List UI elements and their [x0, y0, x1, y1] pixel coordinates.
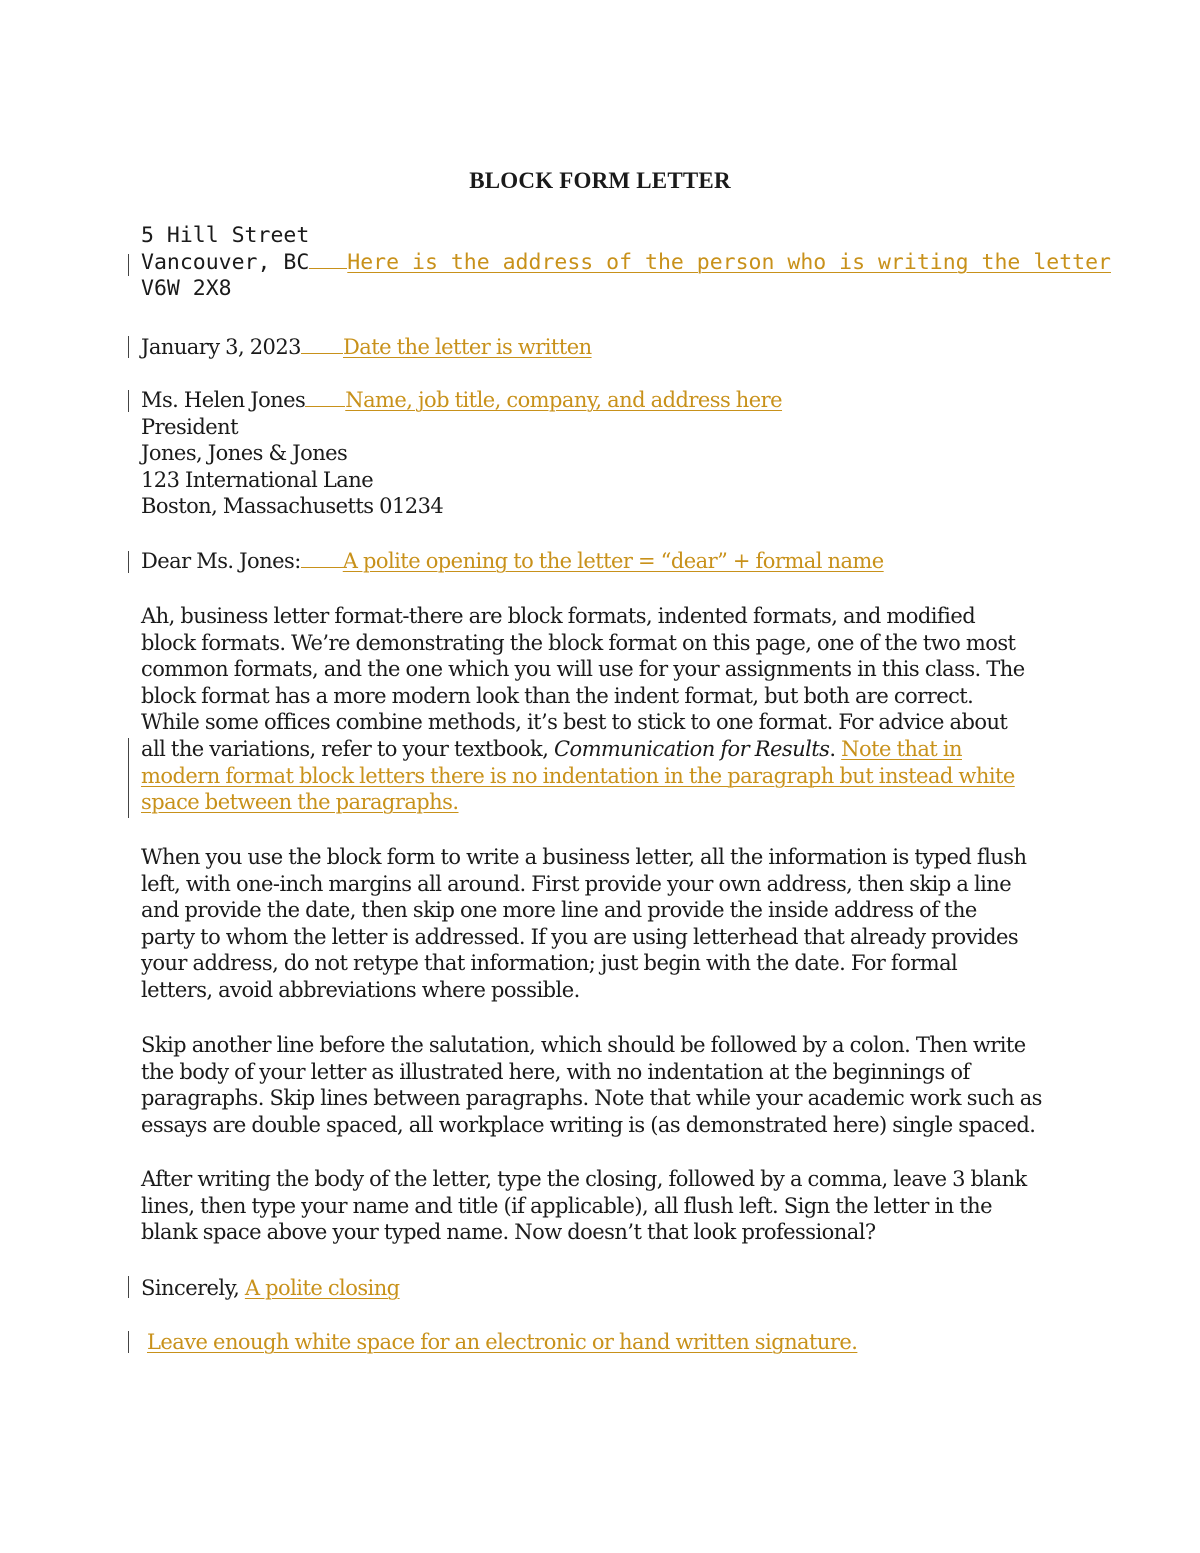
sender-street: 5 Hill Street	[141, 223, 310, 248]
body-paragraph-4	[141, 1166, 1071, 1246]
paragraph-text: .	[829, 736, 842, 761]
recipient-company: Jones, Jones & Jones	[141, 441, 348, 466]
paragraph-note: Note that in	[841, 736, 962, 761]
salutation-block	[141, 548, 1071, 575]
salutation-note: A polite opening to the letter = “dear” + formal name	[342, 549, 884, 573]
paragraph-line: block formats. We’re demonstrating the block format on this page, one of the two most	[141, 630, 1016, 655]
recipient-title: President	[141, 414, 238, 439]
change-bar	[128, 390, 129, 412]
paragraph-line: After writing the body of the letter, type the closing, followed by a comma, leave 3 blank	[141, 1167, 1027, 1191]
paragraph-line: common formats, and the one which you will use for your assignments in this class. The	[141, 657, 1025, 682]
note-leader	[301, 335, 343, 354]
signature-block	[147, 1329, 1077, 1356]
sender-city: Vancouver, BC	[141, 249, 310, 275]
paragraph-line: While some offices combine methods, it’s best to stick to one format. For advice about	[141, 710, 1008, 735]
change-bar	[128, 336, 129, 358]
paragraph-line: essays are double spaced, all workplace writing is (as demonstrated here) single spaced.	[141, 1112, 1036, 1137]
sender-postal: V6W 2X8	[141, 276, 232, 302]
recipient-note: Name, job title, company, and address here	[345, 388, 783, 412]
paragraph-line: letters, avoid abbreviations where possible.	[141, 977, 580, 1002]
paragraph-line: your address, do not retype that information; just begin with the date. For formal	[141, 951, 958, 976]
recipient-city: Boston, Massachusetts 01234	[141, 494, 444, 519]
paragraph-line: Skip another line before the salutation, which should be followed by a colon. Then write	[141, 1033, 1026, 1057]
note-leader	[301, 549, 343, 568]
textbook-title: Communication for Results	[553, 736, 830, 761]
date-line	[141, 334, 1071, 361]
paragraph-line	[141, 736, 1071, 763]
closing-note: A polite closing	[244, 1276, 400, 1300]
letter-title: BLOCK FORM LETTER	[469, 168, 731, 193]
paragraph-line: When you use the block form to write a business letter, all the information is typed flush	[141, 845, 1027, 869]
body-paragraph-2	[141, 844, 1071, 1004]
sender-address	[141, 223, 1111, 303]
change-bar	[128, 1331, 129, 1353]
inside-address	[141, 387, 1071, 520]
change-bar	[128, 551, 129, 573]
recipient-name: Ms. Helen Jones	[141, 388, 306, 412]
change-bar	[128, 254, 129, 276]
signature-note: Leave enough white space for an electronic or hand written signature.	[147, 1330, 858, 1354]
paragraph-note: modern format block letters there is no indentation in the paragraph but instead white	[141, 763, 1015, 788]
sender-note: Here is the address of the person who is writing the letter	[347, 249, 1111, 275]
change-bar	[128, 738, 129, 818]
recipient-name-line	[141, 387, 1071, 414]
date-note: Date the letter is written	[343, 335, 592, 359]
body-paragraph-1	[141, 603, 1071, 816]
salutation-line	[141, 548, 1071, 575]
body-paragraph-3	[141, 1032, 1071, 1138]
closing-block	[141, 1275, 1071, 1302]
recipient-street: 123 International Lane	[141, 467, 374, 492]
paragraph-line: lines, then type your name and title (if applicable), all flush left. Sign the letter in the	[141, 1193, 992, 1218]
paragraph-line: party to whom the letter is addressed. If you are using letterhead that already provides	[141, 924, 1019, 949]
closing: Sincerely,	[141, 1276, 240, 1300]
closing-line	[141, 1275, 1071, 1302]
note-leader	[305, 388, 345, 407]
paragraph-line: the body of your letter as illustrated here, with no indentation at the beginnings of	[141, 1059, 970, 1084]
paragraph-note: space between the paragraphs.	[141, 790, 459, 815]
salutation: Dear Ms. Jones:	[141, 549, 301, 573]
note-leader	[309, 250, 347, 269]
date-block	[141, 334, 1071, 361]
paragraph-line: block format has a more modern look than the indent format, but both are correct.	[141, 683, 974, 708]
paragraph-line: Ah, business letter format-there are block formats, indented formats, and modified	[141, 604, 976, 628]
letter-date: January 3, 2023	[141, 335, 301, 359]
paragraph-line: and provide the date, then skip one more line and provide the inside address of the	[141, 898, 977, 923]
sender-city-line	[141, 249, 1111, 277]
paragraph-line: blank space above your typed name. Now doesn’t that look professional?	[141, 1220, 876, 1245]
paragraph-text: all the variations, refer to your textbook,	[141, 736, 554, 761]
change-bar	[128, 1276, 129, 1298]
paragraph-line: left, with one-inch margins all around. First provide your own address, then skip a line	[141, 871, 1012, 896]
paragraph-line: paragraphs. Skip lines between paragraphs. Note that while your academic work such as	[141, 1086, 1042, 1111]
